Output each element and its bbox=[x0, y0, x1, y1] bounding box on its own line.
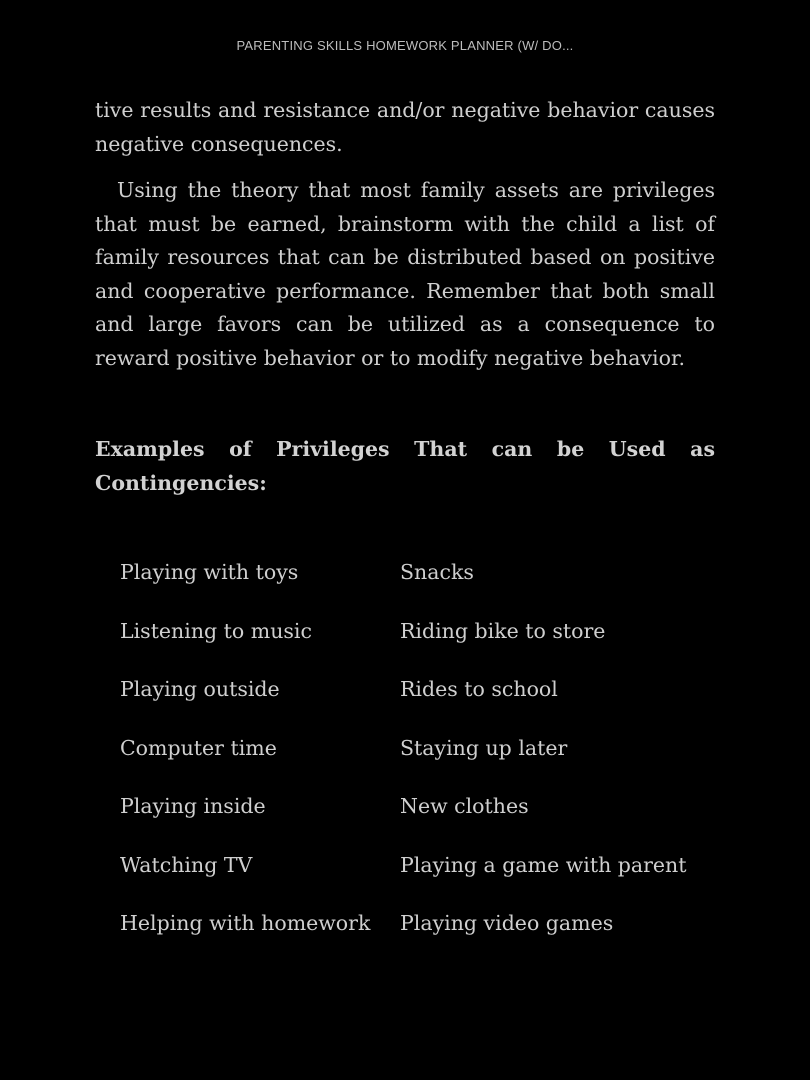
privilege-item: Snacks bbox=[400, 560, 474, 584]
privilege-item: Playing inside bbox=[120, 794, 266, 818]
privilege-row bbox=[120, 730, 720, 789]
privilege-item: Rides to school bbox=[400, 677, 558, 701]
privilege-row bbox=[120, 847, 720, 906]
privilege-item: New clothes bbox=[400, 794, 529, 818]
privilege-row bbox=[120, 613, 720, 672]
privilege-item: Computer time bbox=[120, 735, 277, 760]
privilege-item: Listening to music bbox=[120, 618, 312, 643]
privilege-item: Playing outside bbox=[120, 677, 280, 701]
privilege-row bbox=[120, 788, 720, 847]
paragraph-continuation: tive results and resistance and/or negative behavior causes negative consequences. bbox=[95, 98, 715, 156]
privilege-item: Playing a game with parent bbox=[400, 852, 687, 877]
privileges-list bbox=[120, 554, 720, 964]
privilege-item: Playing with toys bbox=[120, 560, 299, 584]
privilege-row bbox=[120, 905, 720, 964]
privilege-item: Playing video games bbox=[400, 911, 614, 935]
paragraph-privileges-theory: Using the theory that most family assets are privileges that must be earned, brainstorm with the child a list of family resources that can be distributed based on positive and cooperative performance. Remember that both small and large favors can be utilized as a consequence to reward positive behavior or to modify negative behavior. bbox=[95, 178, 715, 370]
section-heading: Examples of Privileges That can be Used as Contingencies: bbox=[95, 437, 715, 495]
book-title-header[interactable]: PARENTING SKILLS HOMEWORK PLANNER (W/ DO... bbox=[236, 38, 574, 53]
privilege-item: Staying up later bbox=[400, 735, 568, 760]
privilege-item: Helping with homework bbox=[120, 911, 371, 935]
privilege-item: Riding bike to store bbox=[400, 618, 606, 643]
page-content bbox=[95, 94, 715, 500]
privilege-item: Watching TV bbox=[120, 852, 253, 877]
privilege-row bbox=[120, 554, 720, 613]
privilege-row bbox=[120, 671, 720, 730]
